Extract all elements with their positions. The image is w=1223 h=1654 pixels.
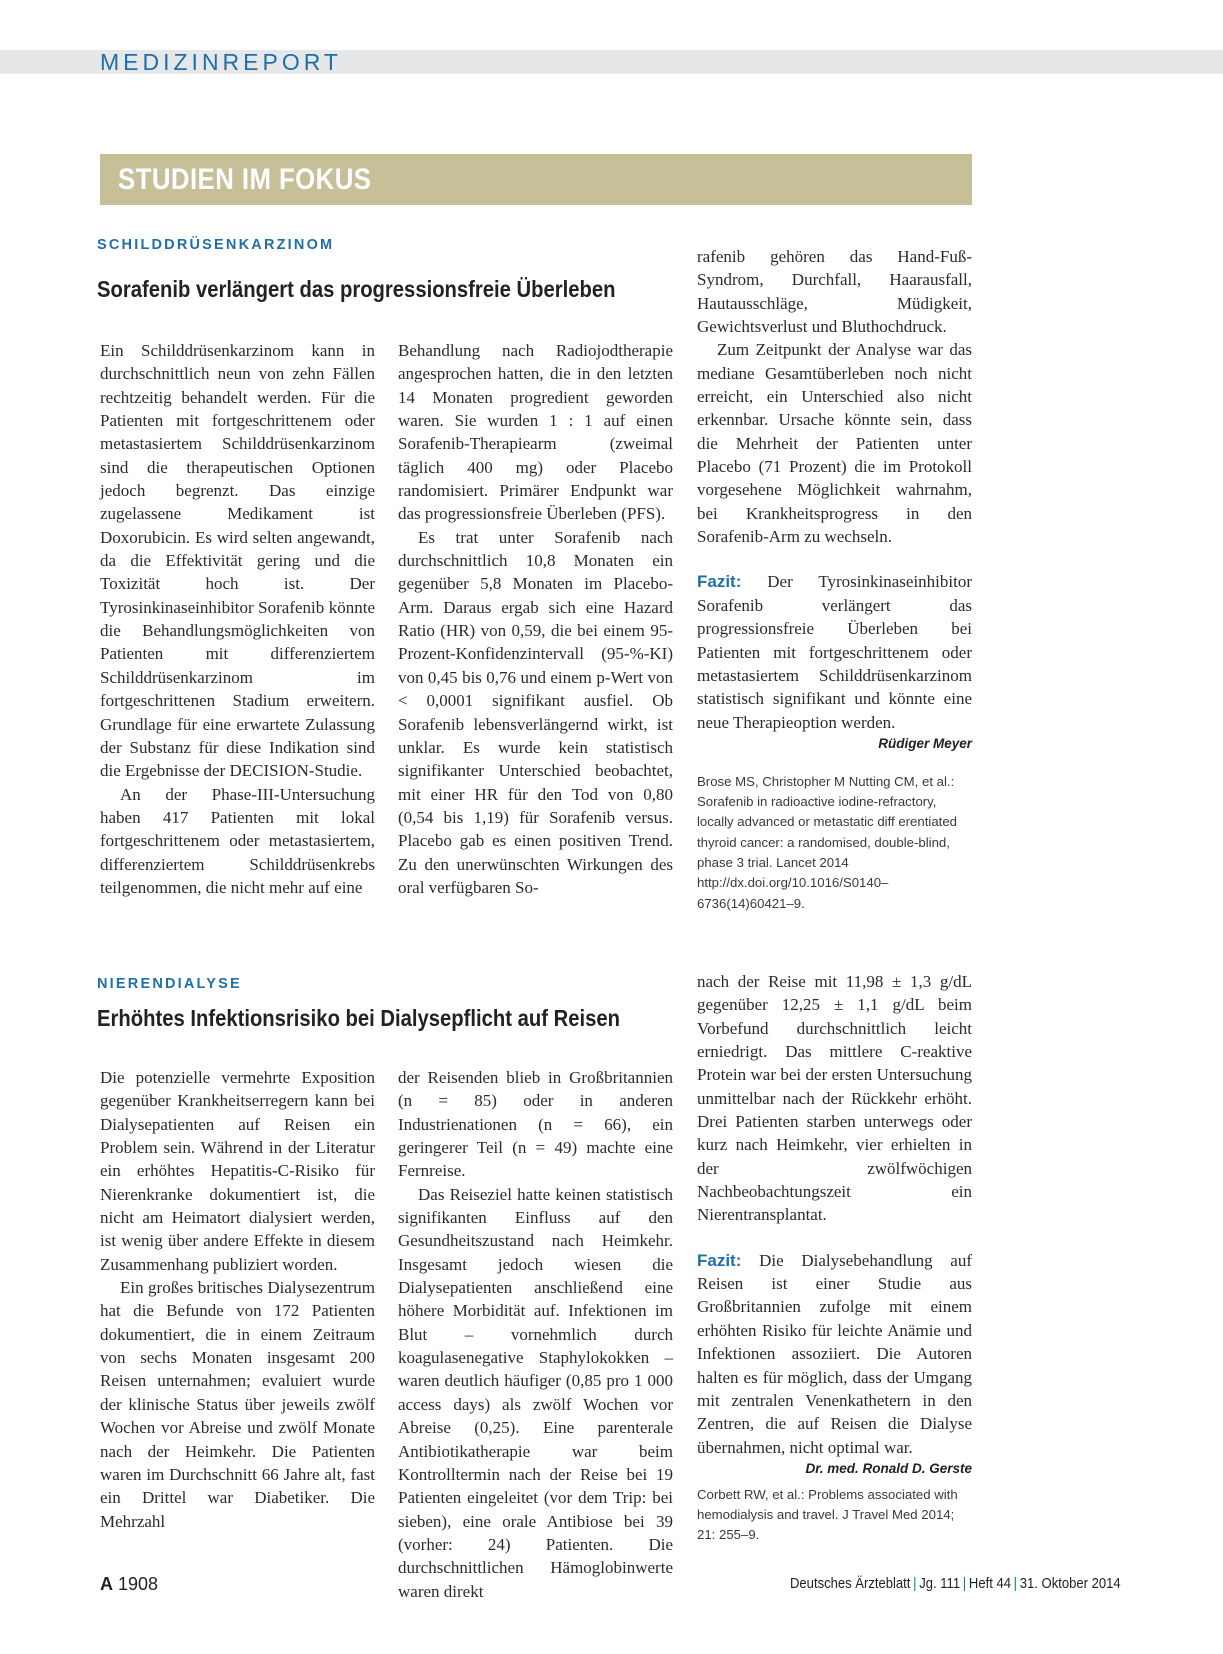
- fazit: [697, 1249, 972, 1459]
- author: Dr. med. Ronald D. Gerste: [805, 1460, 972, 1476]
- page-prefix: A: [100, 1574, 113, 1594]
- journal-volume: Jg. 111: [919, 1576, 961, 1592]
- article2-column-1: [100, 1066, 375, 1533]
- banner-title: STUDIEN IM FOKUS: [118, 163, 372, 196]
- paragraph: Zum Zeitpunkt der Analyse war das mediane Gesamtüberleben noch nicht erreicht, ein Unterschied also nicht erkennbar. Ursache könnte sein, dass die Mehrheit der Patienten unter Placebo (71 Prozent) die im Protokoll vorgesehene Möglichkeit wahrnahm, bei Krankheitsprogress in den Sorafenib-Arm zu wechseln.: [697, 340, 972, 547]
- article2-column-3: [697, 970, 972, 1546]
- article2-kicker: NIERENDIALYSE: [97, 976, 242, 992]
- journal-name: Deutsches Ärzteblatt: [790, 1576, 911, 1592]
- paragraph: Ein großes britisches Dialysezentrum hat die Befunde von 172 Patienten dokumentiert, die in einem Zeitraum von sechs Monaten insgesamt 200 Reisen unternahmen; evaluiert wurde der klinische Status über jeweils zwölf Wochen vor Abreise und zwölf Monate nach der Heimkehr. Die Patienten waren im Durchschnitt 66 Jahre alt, fast ein Drittel war Diabetiker. Die Mehrzahl: [100, 1278, 375, 1531]
- reference: Brose MS, Christopher M Nutting CM, et al.: Sorafenib in radioactive iodine-refractory, locally advanced or metastatic diff erentiated thyroid cancer: a randomised, double-blind, phase 3 trial. Lancet 2014 http://dx.doi.org/10.1016/S0140–6736(14)60421–9.: [697, 773, 957, 911]
- paragraph: Es trat unter Sorafenib nach durchschnittlich 10,8 Monaten ein gegenüber 5,8 Monaten im Placebo-Arm. Daraus ergab sich eine Hazard Ratio (HR) von 0,59, die bei einem 95-Prozent-Konfidenzintervall (95-%-KI) von 0,45 bis 0,76 und einem p-Wert von < 0,0001 signifikant ausfiel. Ob Sorafenib lebensverlängernd wirkt, ist unklar. Es wurde kein statistisch signifikanter Unterschied beobachtet, mit einer HR für den Tod von 0,80 (0,54 bis 1,19) für Sorafenib versus. Placebo gab es einen positiven Trend. Zu den unerwünschten Wirkungen des oral verfügbaren So-: [398, 527, 673, 897]
- fazit-label: Fazit:: [697, 572, 742, 592]
- paragraph: rafenib gehören das Hand-Fuß-Syndrom, Durchfall, Haarausfall, Hautausschläge, Müdigkeit, Gewichtsverlust und Bluthochdruck.: [697, 247, 972, 337]
- paragraph: Das Reiseziel hatte keinen statistisch signifikanten Einfluss auf den Gesundheitszustand nach Heimkehr. Insgesamt jedoch wiesen die Dialysepatienten anschließend eine höhere Morbidität auf. Infektionen im Blut – vornehmlich durch koagulasenegative Staphylokokken – waren deutlich häufiger (0,85 pro 1 000 access days) als zwölf Wochen vor Abreise (0,25). Eine parenterale Antibiotikatherapie war beim Kontrolltermin nach der Reise bei 19 Patienten eingeleitet (vor dem Trip: bei sieben), eine orale Antibiose bei 39 (vorher: 24) Patienten. Die durchschnittlichen Hämoglobinwerte waren direkt: [398, 1184, 673, 1601]
- reference: Corbett RW, et al.: Problems associated with hemodialysis and travel. J Travel Med 2014; 21: 255–9.: [697, 1486, 958, 1543]
- fazit-text: Die Dialysebehandlung auf Reisen ist einer Studie aus Großbritannien zufolge mit einem erhöhten Risiko für leichte Anämie und Infektionen assoziiert. Die Autoren halten es für möglich, dass der Umgang mit zentralen Venenkathetern in den Zentren, die auf Reisen die Dialyse übernahmen, nicht optimal war.: [697, 1250, 972, 1457]
- fazit: [697, 570, 972, 733]
- page-number: [100, 1574, 158, 1595]
- article1-column-2: [398, 339, 673, 899]
- separator: |: [913, 1576, 917, 1592]
- article1-headline: Sorafenib verlängert das progressionsfreie Überleben: [97, 276, 616, 302]
- separator: |: [1013, 1576, 1018, 1592]
- journal-footer: [790, 1576, 1121, 1592]
- article2-headline: Erhöhtes Infektionsrisiko bei Dialysepflicht auf Reisen: [97, 1005, 621, 1031]
- article1-kicker: SCHILDDRÜSENKARZINOM: [97, 237, 335, 253]
- paragraph: Behandlung nach Radiojodtherapie angesprochen hatten, die in den letzten 14 Monaten progredient geworden waren. Sie wurden 1 : 1 auf einen Sorafenib-Therapiearm (zweimal täglich 400 mg) oder Placebo randomisiert. Primärer Endpunkt war das progressionsfreie Überleben (PFS).: [398, 341, 673, 524]
- fazit-label: Fazit:: [697, 1250, 742, 1270]
- paragraph: der Reisenden blieb in Großbritannien (n = 85) oder in anderen Industrienationen (n = 66), ein geringerer Teil (n = 49) machte eine Fernreise.: [398, 1068, 673, 1181]
- article1-column-1: [100, 339, 375, 899]
- journal-date: 31. Oktober 2014: [1019, 1576, 1121, 1592]
- paragraph: Ein Schilddrüsenkarzinom kann in durchschnittlich neun von zehn Fällen rechtzeitig behandelt werden. Für die Patienten mit fortgeschrittenem oder metastasiertem Schilddrüsenkarzinom sind die therapeutischen Optionen jedoch begrenzt. Das einzige zugelassene Medikament ist Doxorubicin. Es wird selten angewandt, da die Effektivität gering und die Toxizität hoch ist. Der Tyrosinkinaseinhibitor Sorafenib könnte die Behandlungsmöglichkeiten von Patienten mit differenziertem Schilddrüsenkarzinom im fortgeschrittenen Stadium erweitern. Grundlage für eine erwartete Zulassung der Substanz für diese Indikation sind die Ergebnisse der DECISION-Studie.: [100, 341, 375, 781]
- author: Rüdiger Meyer: [878, 735, 972, 751]
- page-number-value: 1908: [118, 1574, 159, 1594]
- journal-issue: Heft 44: [968, 1576, 1011, 1592]
- section-label: MEDIZINREPORT: [100, 49, 342, 75]
- article1-column-3: [697, 245, 972, 914]
- separator: |: [962, 1576, 967, 1592]
- paragraph: nach der Reise mit 11,98 ± 1,3 g/dL gegenüber 12,25 ± 1,1 g/dL beim Vorbefund durchschnittlich leicht erniedrigt. Das mittlere C-reaktive Protein war bei der ersten Untersuchung unmittelbar nach der Rückkehr erhöht. Drei Patienten starben unterwegs oder kurz nach Heimkehr, vier erhielten in der zwölfwöchigen Nachbeobachtungszeit ein Nierentransplantat.: [697, 972, 972, 1225]
- paragraph: An der Phase-III-Untersuchung haben 417 Patienten mit lokal fortgeschrittenem oder metastasiertem, differenziertem Schilddrüsenkrebs teilgenommen, die nicht mehr auf eine: [100, 784, 375, 897]
- article2-column-2: [398, 1066, 673, 1603]
- fazit-text: Der Tyrosinkinaseinhibitor Sorafenib verlängert das progressionsfreie Überleben bei Patienten mit fortgeschrittenem oder metastasiertem Schilddrüsenkarzinom statistisch signifikant und könnte eine neue Therapieoption werden.: [697, 572, 972, 732]
- paragraph: Die potenzielle vermehrte Exposition gegenüber Krankheitserregern kann bei Dialysepatienten auf Reisen ein Problem sein. Während in der Literatur ein erhöhtes Hepatitis-C-Risiko für Nierenkranke dokumentiert ist, die nicht am Heimatort dialysiert werden, ist wenig über andere Effekte in diesem Zusammenhang publiziert worden.: [100, 1068, 375, 1274]
